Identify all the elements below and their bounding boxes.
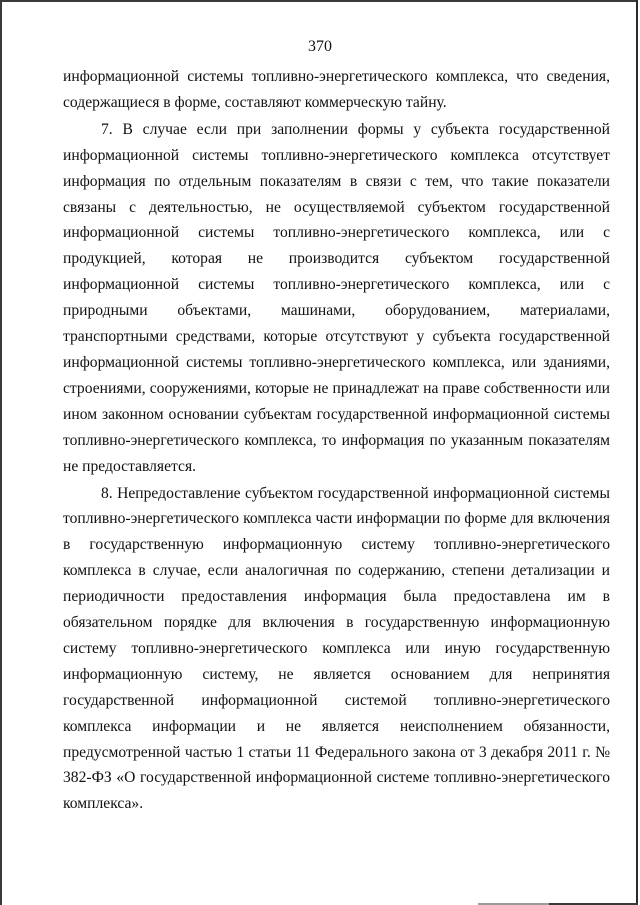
paragraph-item-7: 7. В случае если при заполнении формы у субъекта государственной информационной системы топливно-энергетического комплекса отсутствует информация по отдельным показателям в связи с тем, что такие показатели связаны с деятельностью, не осуществляемой субъектом государственной информационной системы топливно-энергетического комплекса, или с продукцией, которая не производится субъектом государственной информационной системы топливно-энергетического комплекса, или с природными объектами, машинами, оборудованием, материалами, транспортными средствами, которые отсутствуют у субъекта государственной информационной системы топливно-энергетического комплекса, или зданиями, строениями, сооружениями, которые не принадлежат на праве собственности или ином законном основании субъектам государственной информационной системы топливно-энергетического комплекса, то информация по указанным показателям не предоставляется. xyxy=(63,120,610,475)
scan-border-left xyxy=(0,0,2,905)
scan-border-right xyxy=(636,0,638,905)
page-number: 370 xyxy=(308,38,332,55)
scan-border-top xyxy=(0,0,638,2)
paragraph-item-8: 8. Непредоставление субъектом государственной информационной системы топливно-энергетического комплекса части информации по форме для включения в государственную информационную систему топливно-энергетического комплекса в случае, если аналогичная по содержанию, степени детализации и периодичности предоставления информация была предоставлена им в обязательном порядке для включения в государственную информационную систему топливно-энергетического комплекса или иную государственную информационную систему, не является основанием для непринятия государственной информационной системой топливно-энергетического комплекса информации и не является неисполнением обязанности, предусмотренной частью 1 статьи 11 Федерального закона от 3 декабря 2011 г. № 382-ФЗ «О государственной информационной системе топливно-энергетического комплекса». xyxy=(63,484,610,813)
document-body xyxy=(63,64,610,818)
paragraph-continuation: информационной системы топливно-энергетического комплекса, что сведения, содержащиеся в форме, составляют коммерческую тайну. xyxy=(63,68,610,111)
